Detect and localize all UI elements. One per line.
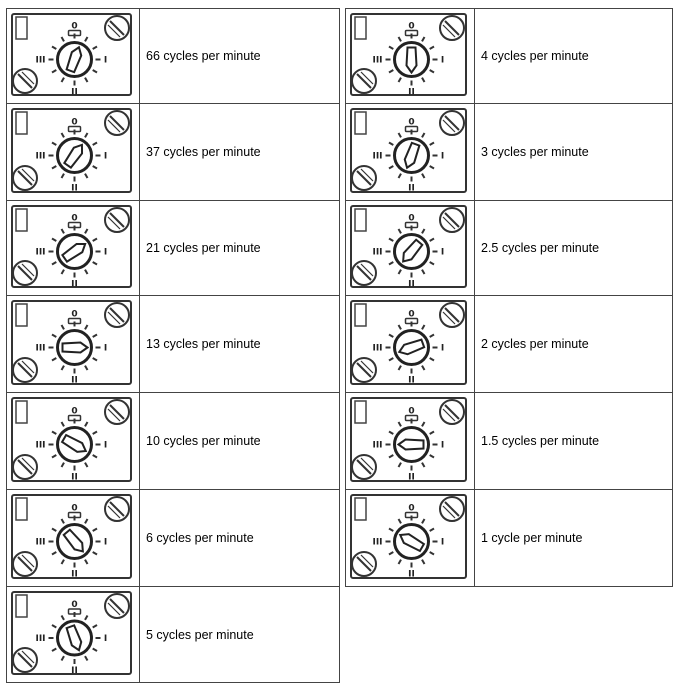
dial-switch-icon: [347, 105, 472, 198]
dial-mark-top: 0: [408, 213, 415, 224]
dial-switch-icon: [347, 297, 472, 390]
dial-mark-left: III: [372, 440, 383, 451]
cycle-rate-label: 6 cycles per minute: [139, 489, 340, 587]
dial-mark-bottom: II: [71, 666, 78, 676]
dial-illustration-cell: [345, 295, 475, 393]
dial-mark-bottom: II: [408, 279, 415, 290]
dial-mark-left: III: [35, 151, 46, 162]
dial-mark-top: 0: [408, 309, 415, 320]
cycle-rate-label: 37 cycles per minute: [139, 103, 340, 201]
dial-mark-bottom: II: [408, 183, 415, 194]
dial-mark-top: 0: [71, 213, 78, 224]
dial-switch-icon: [8, 10, 137, 101]
dial-mark-left: III: [372, 537, 383, 548]
dial-mark-bottom: II: [408, 375, 415, 386]
dial-mark-right: I: [440, 537, 445, 548]
dial-mark-left: III: [372, 247, 383, 258]
dial-switch-icon: [347, 491, 472, 584]
dial-switch-icon: [8, 394, 137, 487]
dial-illustration-cell: [345, 8, 475, 104]
dial-mark-right: I: [440, 343, 445, 354]
dial-mark-left: III: [35, 55, 46, 66]
dial-illustration-cell: [6, 103, 140, 201]
dial-switch-icon: [347, 10, 472, 101]
dial-mark-bottom: II: [408, 87, 415, 98]
dial-mark-top: 0: [71, 309, 78, 320]
dial-illustration-cell: [6, 489, 140, 587]
dial-switch-icon: [8, 297, 137, 390]
dial-mark-right: I: [103, 151, 108, 162]
cycle-rate-label: 1.5 cycles per minute: [474, 392, 673, 490]
dial-mark-left: III: [35, 537, 46, 548]
dial-mark-right: I: [103, 537, 108, 548]
dial-mark-right: I: [440, 151, 445, 162]
cycle-rate-label: 1 cycle per minute: [474, 489, 673, 587]
dial-mark-left: III: [372, 151, 383, 162]
dial-illustration-cell: [6, 295, 140, 393]
dial-mark-bottom: II: [71, 183, 78, 194]
dial-illustration-cell: [345, 489, 475, 587]
dial-switch-icon: [347, 394, 472, 487]
dial-mark-right: I: [103, 55, 108, 66]
dial-mark-left: III: [35, 634, 46, 644]
dial-switch-icon: [8, 491, 137, 584]
dial-switch-icon: [347, 202, 472, 293]
dial-mark-top: 0: [71, 117, 78, 128]
dial-mark-right: I: [103, 634, 108, 644]
dial-switch-icon: [8, 105, 137, 198]
dial-mark-left: III: [35, 247, 46, 258]
dial-mark-top: 0: [71, 503, 78, 514]
dial-illustration-cell: [345, 392, 475, 490]
dial-illustration-cell: [6, 8, 140, 104]
cycle-rate-label: 5 cycles per minute: [139, 586, 340, 683]
cycle-rate-label: 13 cycles per minute: [139, 295, 340, 393]
dial-mark-bottom: II: [71, 87, 78, 98]
dial-mark-right: I: [103, 343, 108, 354]
dial-mark-top: 0: [408, 406, 415, 417]
dial-mark-right: I: [440, 55, 445, 66]
dial-mark-bottom: II: [71, 375, 78, 386]
dial-mark-right: I: [440, 247, 445, 258]
cycle-rate-label: 2.5 cycles per minute: [474, 200, 673, 296]
cycle-rate-label: 10 cycles per minute: [139, 392, 340, 490]
dial-mark-left: III: [372, 55, 383, 66]
dial-mark-bottom: II: [71, 279, 78, 290]
dial-mark-right: I: [103, 440, 108, 451]
dial-switch-icon: [8, 588, 137, 680]
cycle-rate-label: 3 cycles per minute: [474, 103, 673, 201]
dial-mark-right: I: [103, 247, 108, 258]
dial-mark-left: III: [35, 440, 46, 451]
dial-mark-top: 0: [408, 503, 415, 514]
dial-mark-left: III: [35, 343, 46, 354]
dial-mark-left: III: [372, 343, 383, 354]
dial-mark-bottom: II: [71, 472, 78, 483]
dial-mark-top: 0: [71, 406, 78, 417]
dial-mark-top: 0: [408, 117, 415, 128]
dial-mark-right: I: [440, 440, 445, 451]
dial-mark-top: 0: [71, 21, 78, 32]
dial-mark-top: 0: [408, 21, 415, 32]
cycle-rate-label: 2 cycles per minute: [474, 295, 673, 393]
dial-mark-top: 0: [71, 600, 78, 610]
dial-switch-icon: [8, 202, 137, 293]
dial-mark-bottom: II: [71, 569, 78, 580]
dial-illustration-cell: [6, 586, 140, 683]
cycle-rate-label: 4 cycles per minute: [474, 8, 673, 104]
cycle-settings-table: [6, 8, 672, 682]
dial-illustration-cell: [6, 200, 140, 296]
cycle-rate-label: 21 cycles per minute: [139, 200, 340, 296]
dial-mark-bottom: II: [408, 472, 415, 483]
dial-illustration-cell: [6, 392, 140, 490]
dial-mark-bottom: II: [408, 569, 415, 580]
cycle-rate-label: 66 cycles per minute: [139, 8, 340, 104]
dial-illustration-cell: [345, 200, 475, 296]
dial-illustration-cell: [345, 103, 475, 201]
